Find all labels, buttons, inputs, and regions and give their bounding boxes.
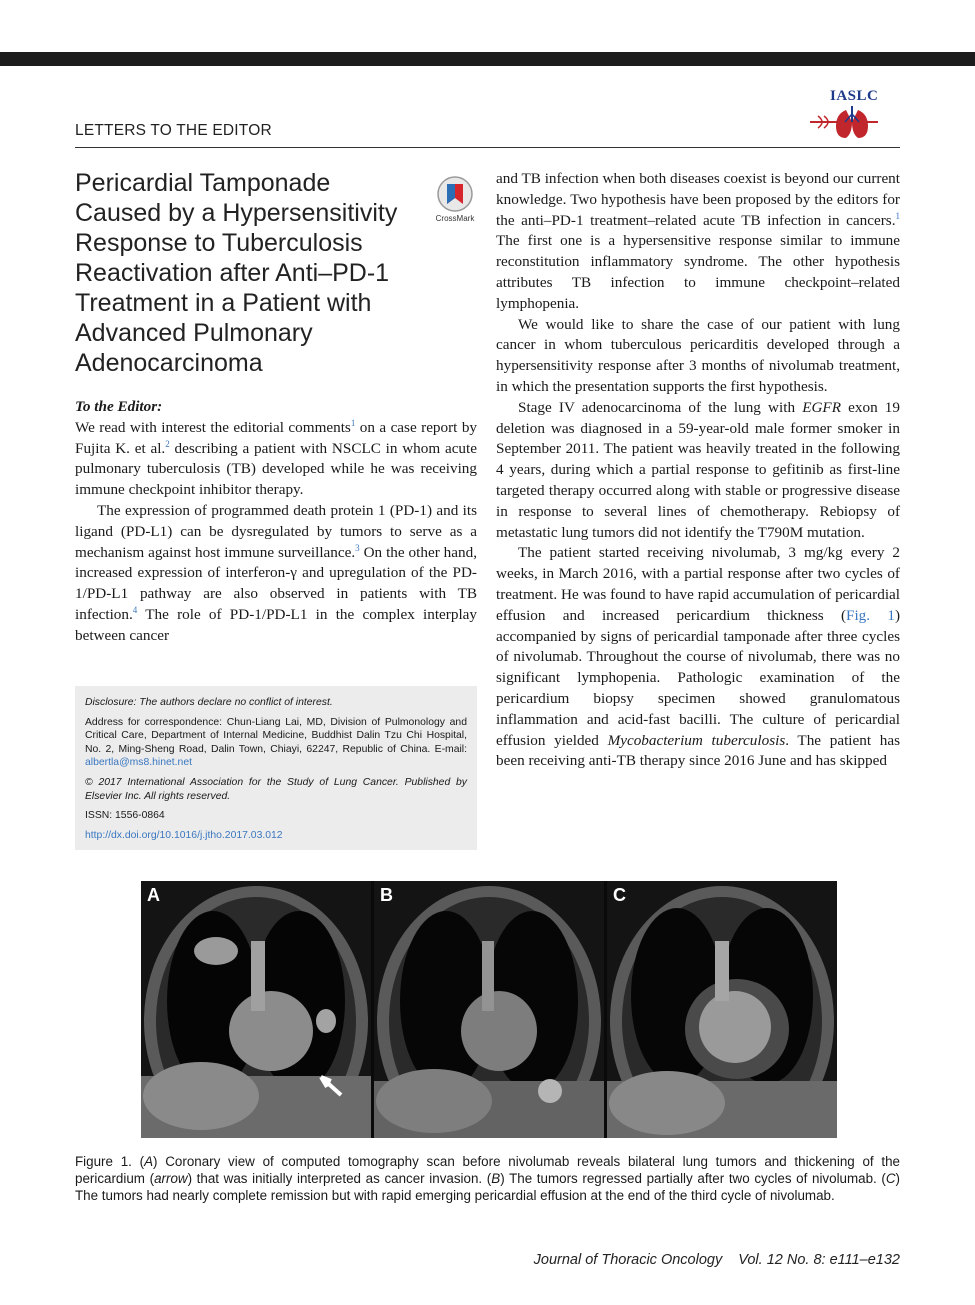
title-line: Reactivation after Anti–PD-1 [75,259,390,287]
logo-text: IASLC [830,88,879,104]
right-column [496,169,900,772]
figure-link[interactable]: Fig. 1 [846,606,895,624]
title-line: Treatment in a Patient with [75,289,372,317]
page-footer [75,1252,900,1268]
ct-scan-image [374,881,604,1138]
paragraph: We would like to share the case of our patient with lung cancer in whom tuberculous pericarditis developed through a hypersensitivity response after 3 months of nivolumab treatment, in which the presentation supports the first hypothesis. [496,315,900,395]
ct-scan-image [141,881,371,1138]
crossmark-label: CrossMark [435,214,475,223]
citation-link[interactable]: 1 [895,210,900,221]
iaslc-logo [808,88,898,146]
correspondence-address: Address for correspondence: Chun-Liang Lai, MD, Division of Pulmonology and Critical Care, Department of Internal Medicine, Buddhist Dalin Tzu Chi Hospital, No. 2, Ming-Sheng Road, Dalin Town, Chiayi, 62247, Republic of China. E-mail: albertla@ms8.hinet.net [85,716,467,769]
title-line: Response to Tuberculosis [75,229,363,257]
article-title [75,168,420,378]
panel-label: A [147,885,160,905]
section-label: LETTERS TO THE EDITOR [75,122,272,139]
email-link[interactable]: albertla@ms8.hinet.net [85,757,193,769]
ct-figure [141,881,837,1138]
ct-panel-b [374,881,604,1138]
ct-panel-a [141,881,371,1138]
lung-logo-icon [808,104,898,144]
issn: ISSN: 1556-0864 [85,810,165,822]
ct-panel-c [607,881,837,1138]
citation-link[interactable]: 2 [165,438,170,449]
header-rule [75,147,900,148]
ct-scan-image [607,881,837,1138]
figure-caption: Figure 1. (A) Coronary view of computed tomography scan before nivolumab reveals bilateral lung tumors and thickening of the pericardium (arrow) that was initially interpreted as cancer invasion. (B) The tumors regressed partially after two cycles of nivolumab. (C) The tumors had nearly complete remission but with rapid emerging pericardial effusion at the end of the third cycle of nivolumab. [75,1154,901,1203]
top-bar [0,52,975,66]
citation-link[interactable]: 1 [350,417,356,428]
title-line: Pericardial Tamponade [75,169,331,197]
citation-link[interactable]: 4 [132,604,138,615]
disclosure-box [75,686,477,850]
title-line: Advanced Pulmonary [75,319,313,347]
copyright: © 2017 International Association for the Study of Lung Cancer. Published by Elsevier Inc. All rights reserved. [85,776,467,802]
disclosure-statement: Disclosure: The authors declare no conflict of interest. [85,697,333,708]
paragraph: The expression of programmed death protein 1 (PD-1) and its ligand (PD-L1) can be dysregulated by tumors to serve as a mechanism against host immune surveillance.$^3$ On the other hand, increased expression of interferon-γ and upregulation of the PD-1/PD-L1 pathway are also observed in patients with TB infection.$^4$ The role of PD-1/PD-L1 in the complex interplay between cancer [75,501,477,644]
journal-name: Journal of Thoracic Oncology [533,1252,723,1268]
panel-label: B [380,885,393,905]
crossmark-badge[interactable] [430,174,480,230]
paragraph: Stage IV adenocarcinoma of the lung with EGFR exon 19 deletion was diagnosed in a 59-year-old male former smoker in September 2011. The patient was heavily treated in the following 4 years, during which a partial response to gefitinib as first-line targeted therapy occurred along with stable or progressive disease in response to several lines of chemotherapy. Rebiopsy of metastatic lung tumors did not identify the T790M mutation. [496,398,900,541]
title-line: Caused by a Hypersensitivity [75,199,398,227]
journal-volume: Vol. 12 No. 8: e111–e132 [738,1252,900,1268]
citation-link[interactable]: 3 [355,542,360,553]
panel-label: C [613,885,626,905]
left-column [75,397,477,647]
paragraph: and TB infection when both diseases coexist is beyond our current knowledge. Two hypothesis have been proposed by the editors for the anti–PD-1 treatment–related acute TB infection in cancers.$^1$ The first one is a hypersensitive response similar to immune reconstitution inflammatory syndrome. The other hypothesis attributes TB infection to immune checkpoint–related lymphopenia. [496,170,900,312]
title-line: Adenocarcinoma [75,349,263,377]
paragraph: The patient started receiving nivolumab, 3 mg/kg every 2 weeks, in March 2016, with a partial response after two cycles of treatment. He was found to have rapid accumulation of pericardial effusion and increased pericardium thickness (Fig. 1) accompanied by signs of pericardial tamponade after three cycles of nivolumab. Throughout the course of nivolumab, there was no significant lymphopenia. Pathologic examination of the pericardium biopsy specimen showed granulomatous inflammation and acid-fast bacilli. The culture of pericardial effusion yielded Mycobacterium tuberculosis. The patient has been receiving anti-TB therapy since 2016 June and has skipped [496,544,900,770]
paragraph: We read with interest the editorial comments$^1$ on a case report by Fujita K. et al.$^2$ describing a patient with NSCLC in whom acute pulmonary tuberculosis (TB) developed while he was receiving immune checkpoint inhibitor therapy. [75,417,478,499]
figure-label: Figure 1. [75,1154,132,1169]
salutation: To the Editor: [75,398,163,415]
crossmark-icon [430,174,480,214]
doi-link[interactable]: http://dx.doi.org/10.1016/j.jtho.2017.03.012 [85,829,283,841]
